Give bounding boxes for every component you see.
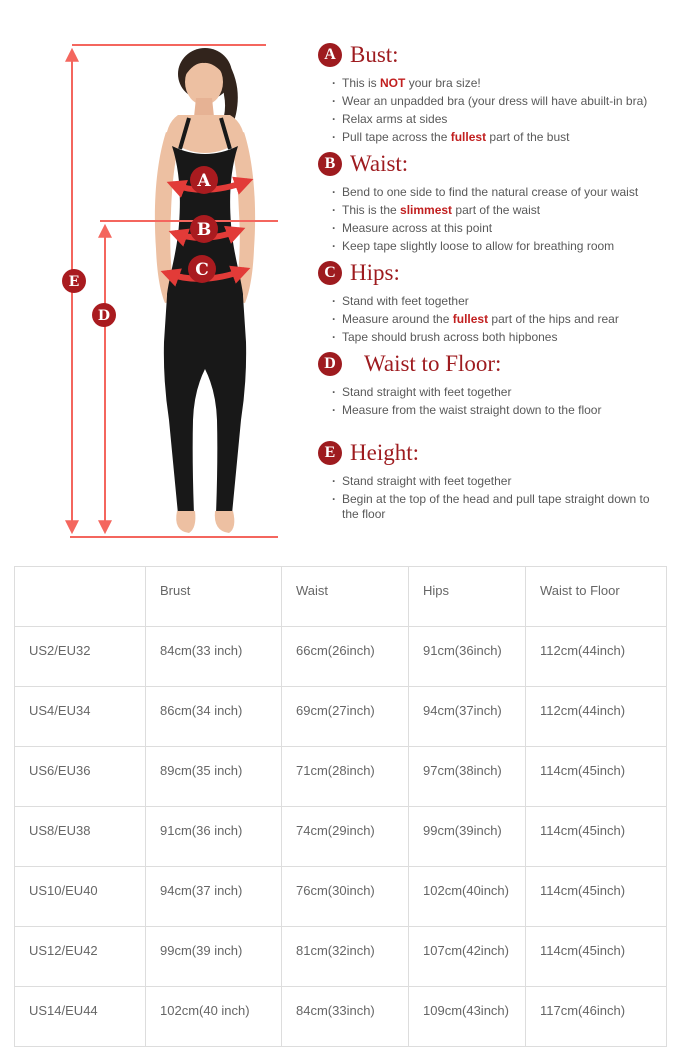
table-row [15, 927, 667, 987]
measurement-cell: 91cm(36 inch) [146, 807, 282, 867]
instruction-section [318, 40, 670, 145]
measurement-cell: 97cm(38inch) [409, 747, 526, 807]
measurement-cell: 114cm(45inch) [526, 927, 667, 987]
measurement-cell: 76cm(30inch) [282, 867, 409, 927]
measurement-cell: 114cm(45inch) [526, 807, 667, 867]
measurement-cell: 107cm(42inch) [409, 927, 526, 987]
size-table-body [15, 627, 667, 1047]
instruction-bullet: · Measure around the fullest part of the hips and rear [332, 312, 668, 327]
section-letter-badge: E [318, 441, 342, 465]
size-cell: US4/EU34 [15, 687, 146, 747]
section-header [318, 40, 670, 70]
instruction-bullet: · This is the slimmest part of the waist [332, 203, 668, 218]
measurement-cell: 102cm(40inch) [409, 867, 526, 927]
measurement-cell: 84cm(33 inch) [146, 627, 282, 687]
instruction-bullet: · Relax arms at sides [332, 112, 668, 127]
measurement-cell: 84cm(33inch) [282, 987, 409, 1047]
waist-to-floor-marker-letter: D [97, 308, 111, 324]
waist-to-floor-marker [92, 303, 116, 327]
bust-marker [190, 166, 218, 194]
measurement-cell: 99cm(39 inch) [146, 927, 282, 987]
section-header [318, 149, 670, 179]
height-marker [62, 269, 86, 293]
measurement-cell: 91cm(36inch) [409, 627, 526, 687]
instruction-section [318, 349, 670, 418]
instruction-section [318, 149, 670, 254]
instruction-section [318, 438, 670, 522]
model-photo [0, 0, 320, 560]
model-figure [0, 0, 320, 560]
section-header [318, 438, 670, 468]
instruction-bullet: · Begin at the top of the head and pull tape straight down to the floor [332, 492, 668, 522]
instruction-sections [318, 40, 670, 526]
hips-marker [188, 255, 216, 283]
instruction-bullet: · Keep tape slightly loose to allow for breathing room [332, 239, 668, 254]
size-table-head [15, 567, 667, 627]
measurement-cell: 99cm(39inch) [409, 807, 526, 867]
table-row [15, 807, 667, 867]
model-silhouette [155, 48, 255, 533]
instruction-section [318, 258, 670, 345]
table-row [15, 987, 667, 1047]
column-header: Brust [146, 567, 282, 627]
instruction-bullet: · Measure across at this point [332, 221, 668, 236]
section-letter-badge: D [318, 352, 342, 376]
instruction-bullet: · Stand straight with feet together [332, 385, 668, 400]
size-cell: US14/EU44 [15, 987, 146, 1047]
measurement-cell: 109cm(43inch) [409, 987, 526, 1047]
measurement-cell: 112cm(44inch) [526, 687, 667, 747]
measurement-cell: 114cm(45inch) [526, 747, 667, 807]
table-header-row [15, 567, 667, 627]
section-title: Bust: [350, 42, 399, 67]
section-header [318, 258, 670, 288]
section-letter-badge: C [318, 261, 342, 285]
size-cell: US10/EU40 [15, 867, 146, 927]
section-letter-badge: A [318, 43, 342, 67]
section-letter-badge: B [318, 152, 342, 176]
measurement-cell: 102cm(40 inch) [146, 987, 282, 1047]
instruction-bullet: · Measure from the waist straight down to the floor [332, 403, 668, 418]
instruction-bullet: · Wear an unpadded bra (your dress will have abuilt-in bra) [332, 94, 668, 109]
size-cell: US6/EU36 [15, 747, 146, 807]
measurement-cell: 94cm(37 inch) [146, 867, 282, 927]
instruction-bullet: · Pull tape across the fullest part of the bust [332, 130, 668, 145]
waist-marker-letter: B [196, 220, 212, 240]
height-marker-letter: E [68, 274, 80, 290]
size-cell: US2/EU32 [15, 627, 146, 687]
instruction-bullet: · Stand with feet together [332, 294, 668, 309]
instruction-bullet: · Tape should brush across both hipbones [332, 330, 668, 345]
measurement-cell: 112cm(44inch) [526, 627, 667, 687]
measurement-cell: 69cm(27inch) [282, 687, 409, 747]
column-header: Waist [282, 567, 409, 627]
section-title: Waist: [350, 151, 409, 176]
measurement-cell: 89cm(35 inch) [146, 747, 282, 807]
measurement-cell: 117cm(46inch) [526, 987, 667, 1047]
instruction-bullet: · This is NOT your bra size! [332, 76, 668, 91]
section-title: Hips: [350, 260, 400, 285]
section-title: Height: [350, 440, 419, 465]
measurement-cell: 74cm(29inch) [282, 807, 409, 867]
column-header: Hips [409, 567, 526, 627]
hips-marker-letter: C [195, 260, 209, 280]
waist-marker [190, 215, 218, 243]
measurement-cell: 94cm(37inch) [409, 687, 526, 747]
table-row [15, 747, 667, 807]
measurement-cell: 81cm(32inch) [282, 927, 409, 987]
section-title: Waist to Floor: [364, 351, 502, 376]
table-row [15, 867, 667, 927]
measurement-cell: 71cm(28inch) [282, 747, 409, 807]
size-cell: US8/EU38 [15, 807, 146, 867]
column-header [15, 567, 146, 627]
section-header [318, 349, 670, 379]
table-row [15, 687, 667, 747]
instruction-bullet: · Bend to one side to find the natural crease of your waist [332, 185, 668, 200]
bust-marker-letter: A [197, 171, 211, 191]
table-row [15, 627, 667, 687]
measurement-cell: 66cm(26inch) [282, 627, 409, 687]
size-cell: US12/EU42 [15, 927, 146, 987]
instruction-bullet: · Stand straight with feet together [332, 474, 668, 489]
measurement-cell: 86cm(34 inch) [146, 687, 282, 747]
measurement-cell: 114cm(45inch) [526, 867, 667, 927]
column-header: Waist to Floor [526, 567, 667, 627]
size-table [14, 566, 667, 1047]
